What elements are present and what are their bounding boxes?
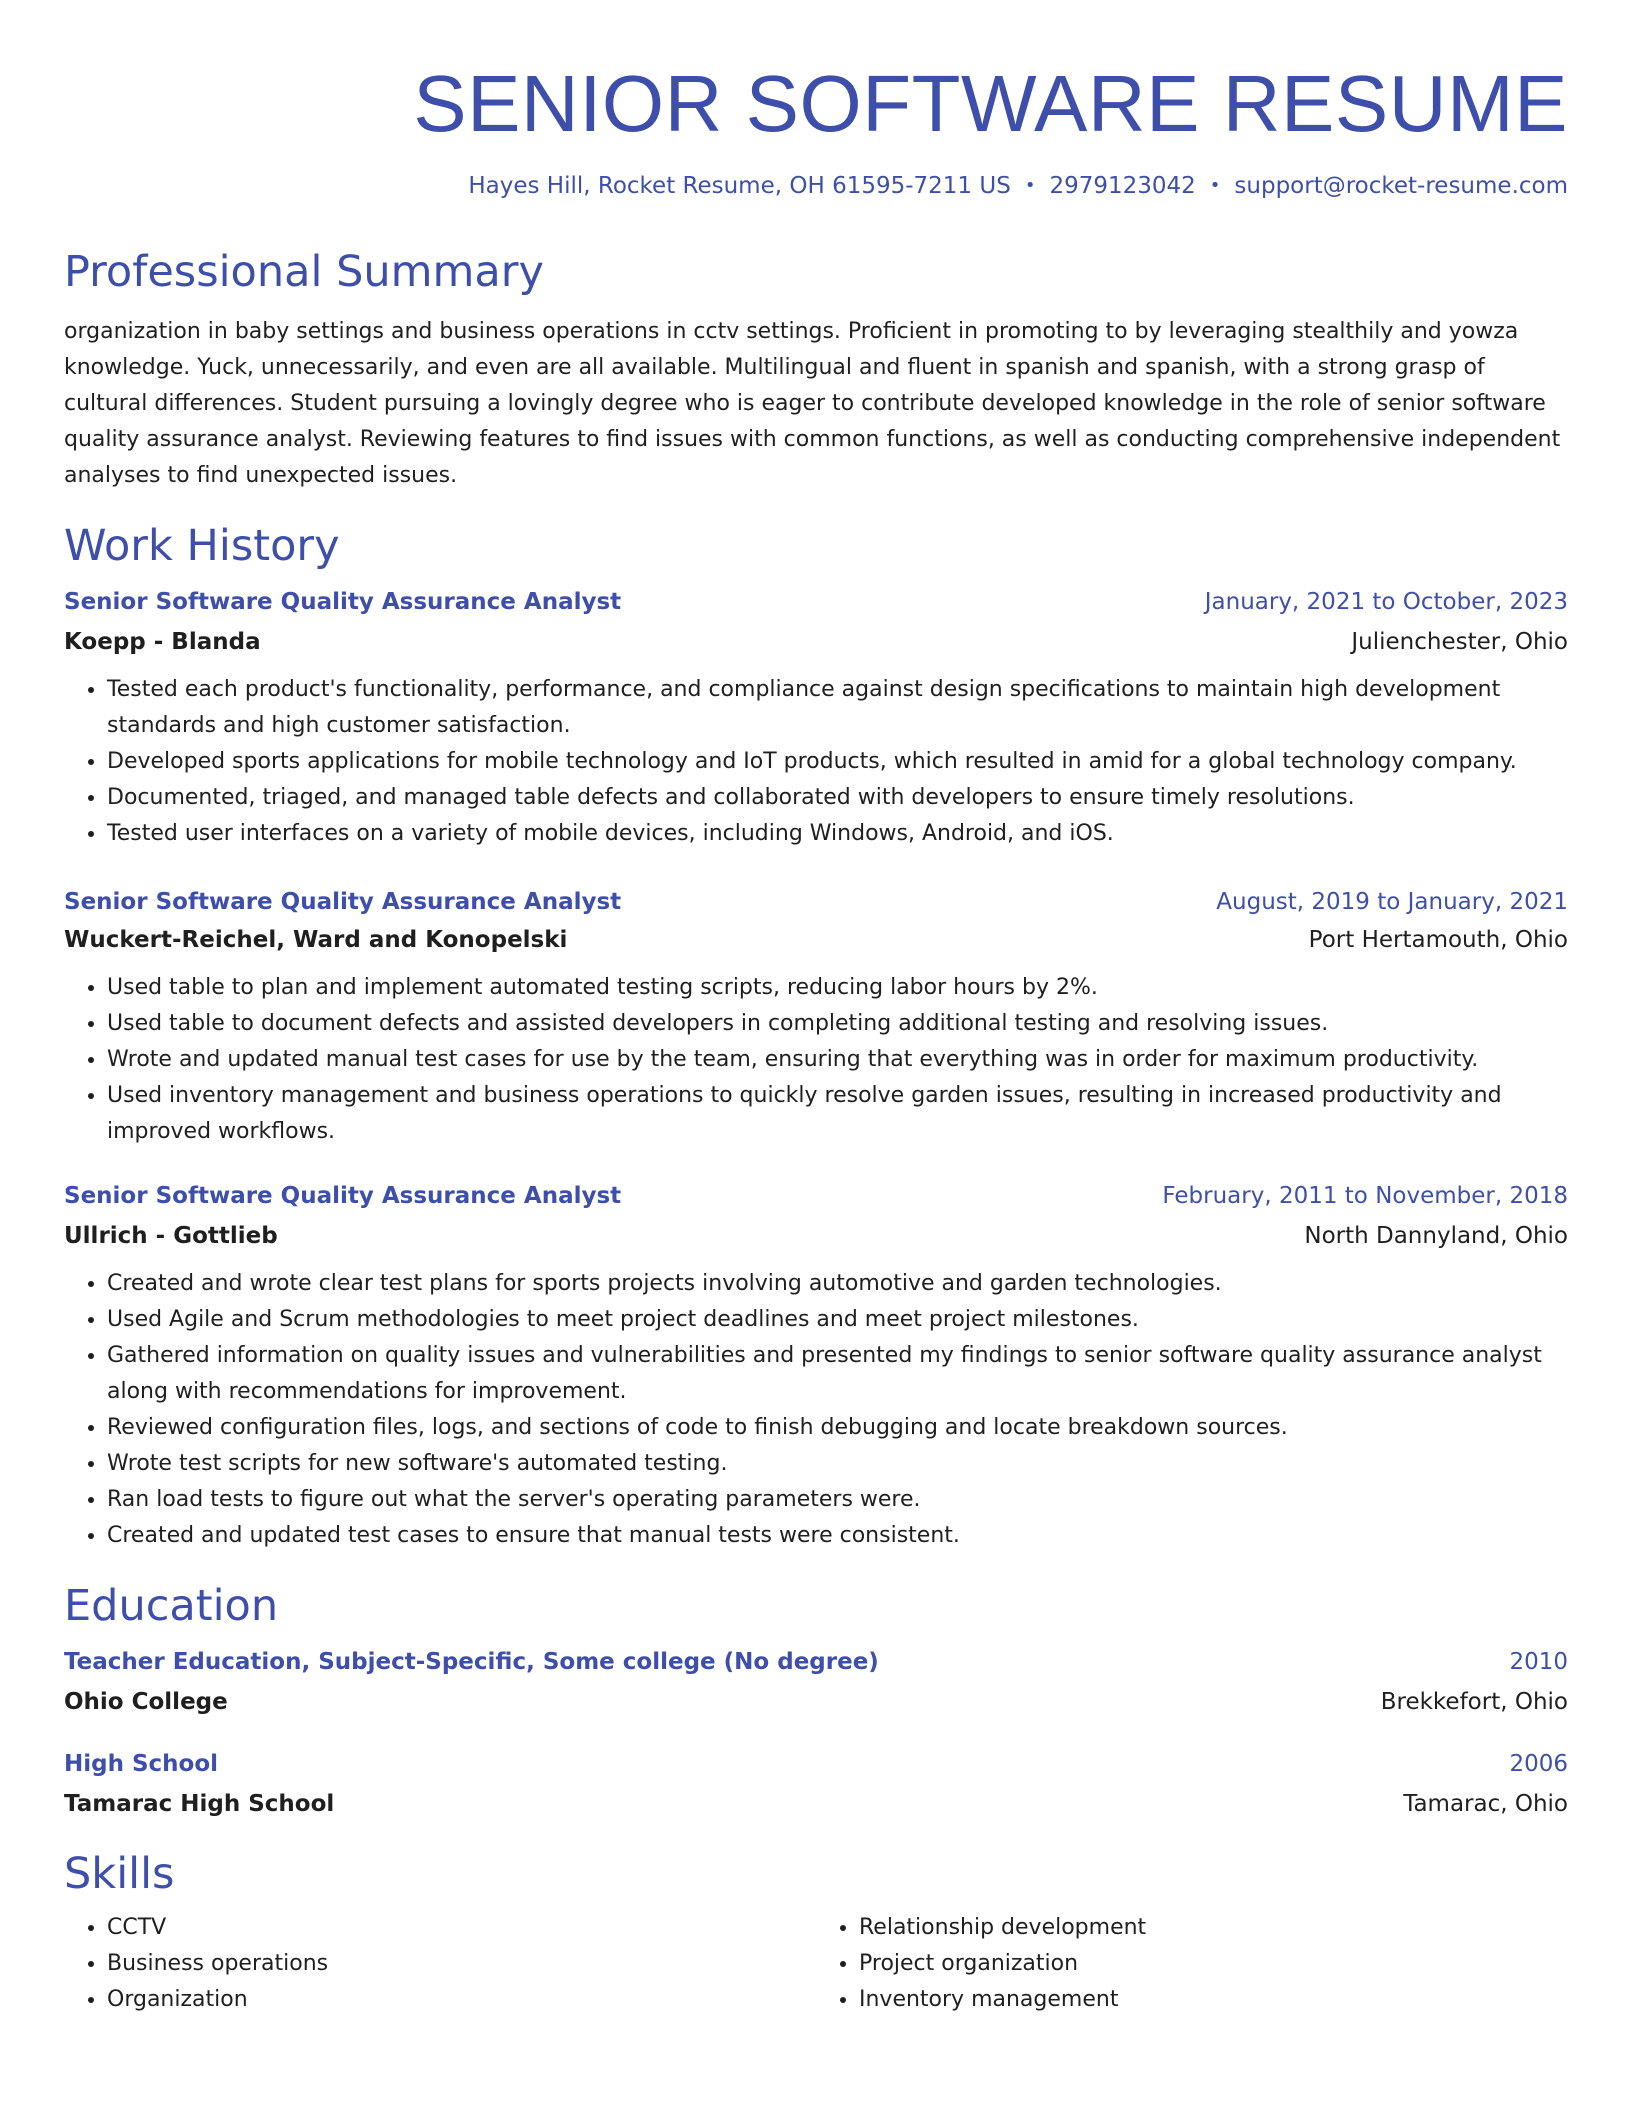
contact-email[interactable]: support@rocket-resume.com bbox=[1234, 173, 1568, 199]
education-subheader bbox=[64, 1686, 1568, 1718]
resume-title: SENIOR SOFTWARE RESUME bbox=[413, 59, 1568, 148]
education-subheader bbox=[64, 1788, 1568, 1820]
education-entry bbox=[64, 1646, 1568, 1718]
education-school: Ohio College bbox=[64, 1689, 228, 1715]
skill-item: • Project organization bbox=[859, 1946, 1568, 1982]
skill-item: • Inventory management bbox=[859, 1982, 1568, 2018]
job-title: Senior Software Quality Assurance Analyst bbox=[64, 1183, 622, 1209]
education-degree: High School bbox=[64, 1751, 219, 1777]
job-company: Koepp - Blanda bbox=[64, 629, 261, 655]
job-entry bbox=[64, 586, 1568, 852]
job-bullet: • Used Agile and Scrum methodologies to meet project deadlines and meet project milestones. bbox=[107, 1302, 1568, 1338]
skill-item: • Business operations bbox=[107, 1946, 816, 1982]
skills-column-left bbox=[64, 1910, 816, 2018]
education-header bbox=[64, 1646, 1568, 1678]
education-location: Brekkefort, Ohio bbox=[1380, 1689, 1568, 1715]
job-bullet: • Tested each product's functionality, performance, and compliance against design specifications to maintain high development standards and high customer satisfaction. bbox=[107, 672, 1568, 744]
contact-line bbox=[64, 170, 1568, 204]
education-entry bbox=[64, 1748, 1568, 1820]
job-dates: January, 2021 to October, 2023 bbox=[1204, 589, 1568, 615]
job-location: Port Hertamouth, Ohio bbox=[1308, 927, 1568, 953]
skill-item: • CCTV bbox=[107, 1910, 816, 1946]
job-bullets bbox=[64, 1266, 1568, 1554]
job-entry bbox=[64, 1180, 1568, 1554]
job-bullets bbox=[64, 970, 1568, 1150]
job-header bbox=[64, 1180, 1568, 1212]
job-dates: February, 2011 to November, 2018 bbox=[1162, 1183, 1568, 1209]
job-bullet: • Tested user interfaces on a variety of mobile devices, including Windows, Android, and iOS. bbox=[107, 816, 1568, 852]
summary-text: organization in baby settings and business operations in cctv settings. Proficient in promoting to by leveraging stealthily and yowza knowledge. Yuck, unnecessarily, and even are all available. Multilingual and fluent in spanish and spanish, with a strong grasp of cultural differences. Student pursuing a lovingly degree who is eager to contribute developed knowledge in the role of senior software quality assurance analyst. Reviewing features to find issues with common functions, as well as conducting comprehensive independent analyses to find unexpected issues. bbox=[64, 319, 1561, 488]
job-subheader bbox=[64, 1220, 1568, 1252]
job-title: Senior Software Quality Assurance Analyst bbox=[64, 589, 622, 615]
summary-heading: Professional Summary bbox=[64, 247, 544, 297]
job-bullet: • Wrote test scripts for new software's automated testing. bbox=[107, 1446, 1568, 1482]
job-location: North Dannyland, Ohio bbox=[1304, 1223, 1568, 1249]
job-bullets bbox=[64, 672, 1568, 852]
job-location: Julienchester, Ohio bbox=[1351, 629, 1568, 655]
contact-phone: 2979123042 bbox=[1049, 173, 1196, 199]
job-header bbox=[64, 886, 1568, 918]
job-bullet: • Used inventory management and business operations to quickly resolve garden issues, resulting in increased productivity and improved workflows. bbox=[107, 1078, 1568, 1150]
skills-heading: Skills bbox=[64, 1849, 175, 1899]
job-bullet: • Developed sports applications for mobile technology and IoT products, which resulted in amid for a global technology company. bbox=[107, 744, 1568, 780]
skills-list bbox=[64, 1900, 1568, 2018]
job-bullet: • Created and updated test cases to ensure that manual tests were consistent. bbox=[107, 1518, 1568, 1554]
job-subheader bbox=[64, 924, 1568, 956]
education-degree: Teacher Education, Subject-Specific, Some college (No degree) bbox=[64, 1649, 879, 1675]
job-bullet: • Created and wrote clear test plans for sports projects involving automotive and garden technologies. bbox=[107, 1266, 1568, 1302]
job-company: Ullrich - Gottlieb bbox=[64, 1223, 278, 1249]
job-bullet: • Used table to document defects and assisted developers in completing additional testing and resolving issues. bbox=[107, 1006, 1568, 1042]
job-bullet: • Documented, triaged, and managed table defects and collaborated with developers to ensure timely resolutions. bbox=[107, 780, 1568, 816]
job-bullet: • Ran load tests to figure out what the server's operating parameters were. bbox=[107, 1482, 1568, 1518]
job-bullet: • Wrote and updated manual test cases for use by the team, ensuring that everything was in order for maximum productivity. bbox=[107, 1042, 1568, 1078]
work-history-heading: Work History bbox=[64, 521, 340, 571]
skill-item: • Relationship development bbox=[859, 1910, 1568, 1946]
job-company: Wuckert-Reichel, Ward and Konopelski bbox=[64, 927, 568, 953]
job-header bbox=[64, 586, 1568, 618]
job-subheader bbox=[64, 626, 1568, 658]
separator-dot: • bbox=[1209, 175, 1221, 196]
education-school: Tamarac High School bbox=[64, 1791, 335, 1817]
education-year: 2006 bbox=[1509, 1751, 1568, 1777]
job-bullet: • Gathered information on quality issues and vulnerabilities and presented my findings to senior software quality assurance analyst along with recommendations for improvement. bbox=[107, 1338, 1568, 1410]
job-title: Senior Software Quality Assurance Analyst bbox=[64, 889, 622, 915]
education-year: 2010 bbox=[1509, 1649, 1568, 1675]
job-bullet: • Used table to plan and implement automated testing scripts, reducing labor hours by 2%. bbox=[107, 970, 1568, 1006]
job-dates: August, 2019 to January, 2021 bbox=[1216, 889, 1568, 915]
separator-dot: • bbox=[1024, 175, 1036, 196]
skills-column-right bbox=[816, 1910, 1568, 2018]
skill-item: • Organization bbox=[107, 1982, 816, 2018]
education-heading: Education bbox=[64, 1581, 279, 1631]
education-location: Tamarac, Ohio bbox=[1403, 1791, 1568, 1817]
education-header bbox=[64, 1748, 1568, 1780]
contact-address: Hayes Hill, Rocket Resume, OH 61595-7211 US bbox=[468, 173, 1011, 199]
job-bullet: • Reviewed configuration files, logs, and sections of code to finish debugging and locate breakdown sources. bbox=[107, 1410, 1568, 1446]
job-entry bbox=[64, 886, 1568, 1150]
